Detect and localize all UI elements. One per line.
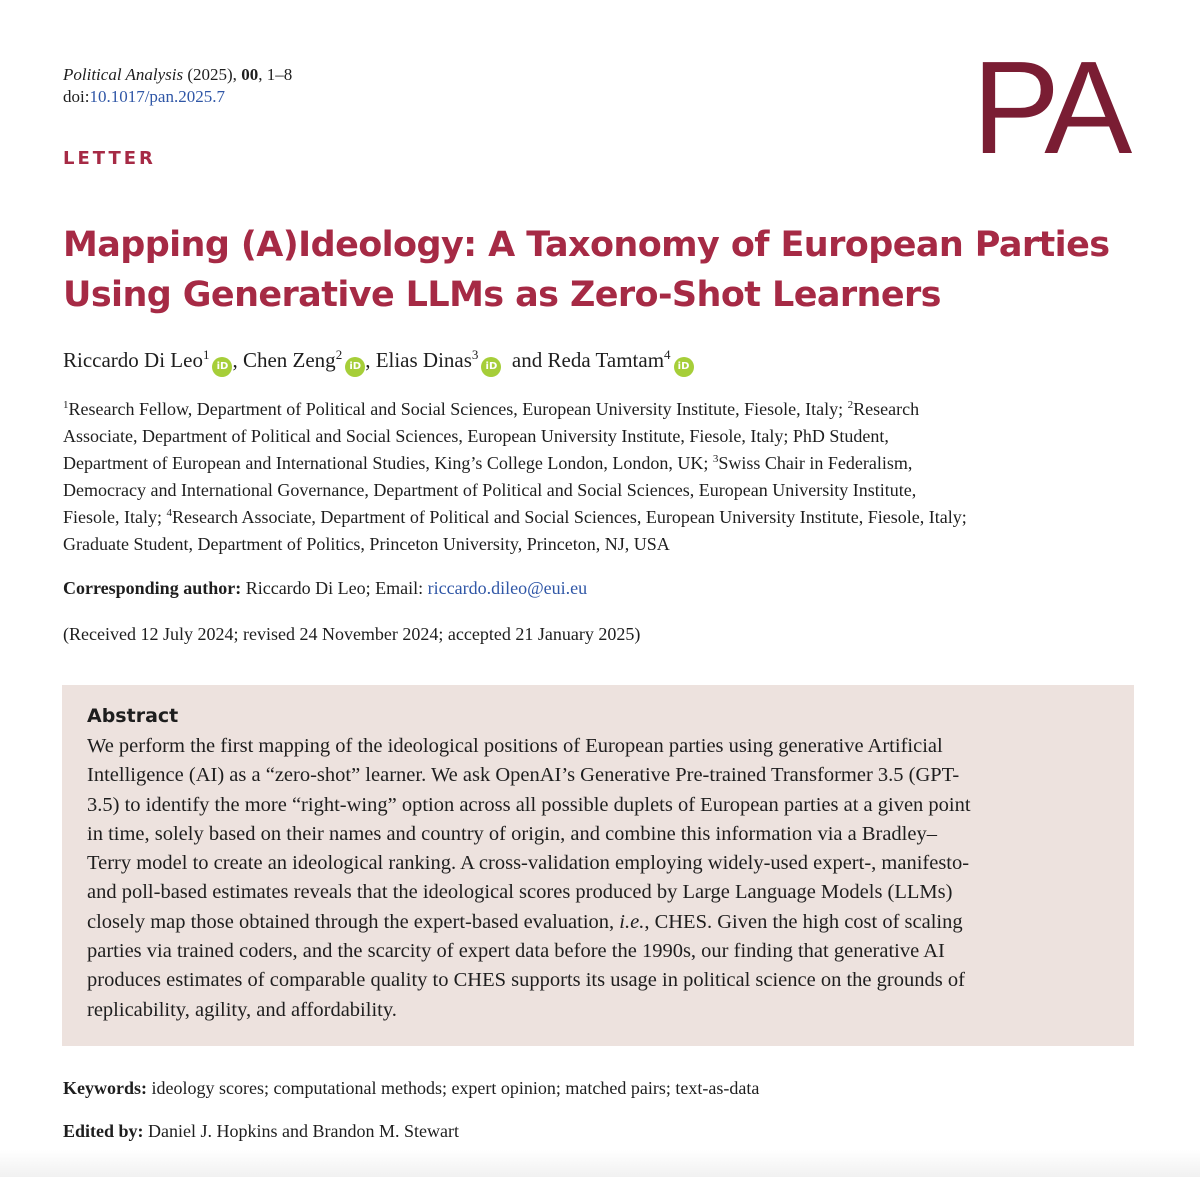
doi-line: doi:10.1017/pan.2025.7 — [63, 87, 225, 106]
author-name: Reda Tamtam — [547, 348, 665, 372]
author-name: Riccardo Di Leo — [63, 348, 203, 372]
journal-logo: PA — [972, 34, 1127, 181]
page-bottom-edge — [0, 1150, 1200, 1177]
journal-volume: 00 — [241, 65, 259, 84]
affiliations: $^1$Research Fellow, Department of Political and Social Sciences, European University Institute, Fiesole, Italy; $^2$Research Associate, Department of Political and Social Sciences, European University Institute, Fiesole, Italy; PhD Student, Department of European and International Studies, King’s College London, London, UK; $^3$Swiss Chair in Federalism, Democracy and International Governance, Department of Political and Social Sciences, European University Institute, Fiesole, Italy; $^4$Research Associate, Department of Political and Social Sciences, European University Institute, Fiesole, Italy; Graduate Student, Department of Politics, Princeton University, Princeton, NJ, USA — [63, 399, 967, 554]
corresponding-author: Corresponding author: Riccardo Di Leo; Email: riccardo.dileo@eui.eu — [63, 578, 588, 598]
orcid-icon[interactable]: iD — [481, 357, 501, 377]
orcid-icon[interactable]: iD — [212, 357, 232, 377]
abstract-box — [62, 685, 1134, 1046]
abstract-text: We perform the first mapping of the ideological positions of European parties using generative Artificial Intelligence (AI) as a “zero-shot” learner. We ask OpenAI’s Generative Pre-trained Transformer 3.5 (GPT- 3.5) to identify the more “right-wing” option across all possible duplets of European parties at a given point in time, solely based on their names and country of origin, and combine this information via a Bradley– Terry model to create an ideological ranking. A cross-validation employing widely-used expert-, manifesto- and poll-based estimates reveals that the ideological scores produced by Large Language Models (LLMs) closely map those obtained through the expert-based evaluation, i.e., CHES. Given the high cost of scaling parties via trained coders, and the scarcity of expert data before the 1990s, our finding that generative AI produces estimates of comparable quality to CHES supports its usage in political science on the grounds of replicability, agility, and affordability. — [87, 735, 971, 1021]
author-list: Riccardo Di Leo$^1$iD , Chen Zeng$^2$iD , Elias Dinas$^3$iD and Reda Tamtam$^4$iD — [63, 345, 694, 377]
edited-by: Edited by: Daniel J. Hopkins and Brandon M. Stewart — [63, 1121, 459, 1141]
article-type: LETTER — [63, 148, 156, 169]
author-name: Chen Zeng — [242, 348, 336, 372]
doi-link[interactable]: 10.1017/pan.2025.7 — [89, 87, 225, 106]
author-name: Elias Dinas — [375, 348, 472, 372]
abstract-heading: Abstract — [87, 705, 179, 727]
orcid-icon[interactable]: iD — [674, 357, 694, 377]
article-title: Mapping (A)Ideology: A Taxonomy of European Parties Using Generative LLMs as Zero-Shot Learners — [63, 225, 1110, 315]
journal-citation: Political Analysis (2025), 00, 1–8 — [63, 65, 293, 84]
orcid-icon[interactable]: iD — [345, 357, 365, 377]
email-link[interactable]: riccardo.dileo@eui.eu — [427, 578, 588, 598]
keywords: Keywords: ideology scores; computational methods; expert opinion; matched pairs; text-as-data — [63, 1078, 760, 1098]
received-dates: (Received 12 July 2024; revised 24 November 2024; accepted 21 January 2025) — [63, 624, 641, 644]
journal-name: Political Analysis — [63, 65, 184, 84]
